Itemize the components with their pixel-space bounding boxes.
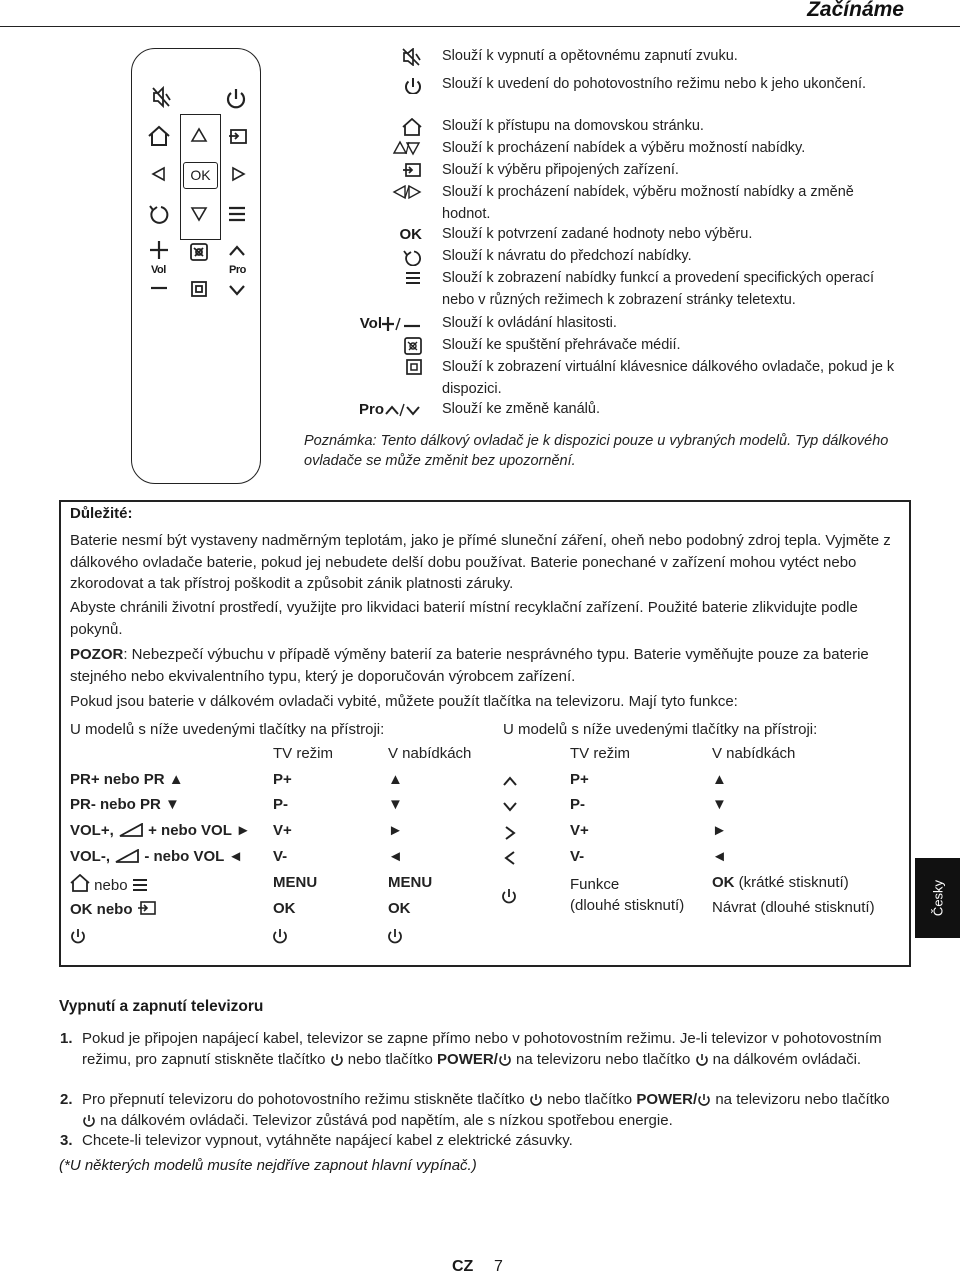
keyboard-icon bbox=[406, 359, 422, 375]
left-row-6-menu: OK bbox=[388, 900, 411, 917]
remote-back-icon bbox=[150, 206, 167, 223]
legend-description: Slouží ke změně kanálů. bbox=[442, 401, 600, 417]
legend-description: Slouží k ovládání hlasitosti. bbox=[442, 315, 617, 331]
power-icon bbox=[72, 929, 84, 942]
menu-icon bbox=[132, 878, 148, 892]
legend-description: Slouží k vypnutí a opětovnému zapnutí zvuku. bbox=[442, 48, 738, 64]
remote-note: Poznámka: Tento dálkový ovladač je k dispozici pouze u vybraných modelů. Typ dálkového ovladače se může změnit bez upozornění. bbox=[304, 433, 889, 469]
chevron-right-icon bbox=[506, 827, 514, 839]
footer-page-number: 7 bbox=[494, 1258, 503, 1275]
remote-pro-label: Pro bbox=[229, 264, 246, 276]
menu-icon bbox=[404, 270, 422, 286]
power-icon bbox=[330, 1052, 344, 1066]
pro-icon bbox=[359, 401, 422, 418]
remote-power-icon bbox=[228, 89, 244, 107]
legend-symbol-label: OK bbox=[399, 226, 422, 243]
left-row-2-menu: ▼ bbox=[388, 796, 403, 813]
left-row-3-menu: ► bbox=[388, 822, 403, 839]
right-row-2-menu: ▼ bbox=[712, 796, 727, 813]
volume-wedge-icon bbox=[114, 849, 140, 863]
right-arrow-icons bbox=[500, 772, 522, 872]
important-paragraph-3 bbox=[70, 644, 900, 687]
right-row-3-menu: ► bbox=[712, 822, 727, 839]
right-row-1-menu: ▲ bbox=[712, 771, 727, 788]
power-icon bbox=[274, 929, 286, 942]
remote-left-icon bbox=[153, 168, 164, 180]
left-row-5-menu: MENU bbox=[388, 874, 433, 891]
legend-description: Slouží k výběru připojených zařízení. bbox=[442, 162, 679, 178]
important-paragraph-4: Pokud jsou baterie v dálkovém ovladači vybité, můžete použít tlačítka na televizoru. Mají tyto funkce: bbox=[70, 693, 738, 710]
power-icon bbox=[389, 929, 401, 942]
left-row-1-key: PR+ nebo PR ▲ bbox=[70, 771, 184, 788]
left-row-5-tv: MENU bbox=[273, 874, 318, 891]
ok-text bbox=[400, 226, 423, 243]
mute-icon bbox=[402, 48, 422, 66]
left-row-6-tv: OK bbox=[273, 900, 296, 917]
left-row-4-key: VOL-, - nebo VOL ◄ bbox=[70, 848, 244, 865]
right-row-2-tv: P- bbox=[570, 796, 585, 813]
caution-label: POZOR bbox=[70, 646, 124, 663]
legend-description: Slouží k zobrazení virtuální klávesnice dálkového ovladače, pokud je k dispozici. bbox=[442, 359, 895, 397]
up-down-icon bbox=[392, 140, 422, 156]
home-icon bbox=[402, 118, 422, 136]
remote-vol-label: Vol bbox=[151, 264, 166, 276]
right-col-tv: TV režim bbox=[570, 745, 630, 762]
power-icon bbox=[82, 1113, 96, 1127]
remote-ch-down-icon bbox=[230, 286, 244, 294]
left-table-heading: U modelů s níže uvedenými tlačítky na přístroji: bbox=[70, 721, 385, 738]
right-row-4-tv: V- bbox=[570, 848, 585, 865]
legend-description: Slouží k procházení nabídek, výběru možností nabídky a změně hodnot. bbox=[442, 184, 854, 222]
left-row-3-tv: V+ bbox=[273, 822, 292, 839]
left-row-4-tv: V- bbox=[273, 848, 288, 865]
remote-up-icon bbox=[192, 129, 206, 141]
legend-symbol-label: Pro bbox=[358, 401, 384, 418]
left-col-menu: V nabídkách bbox=[388, 745, 472, 762]
important-title: Důležité: bbox=[70, 505, 133, 522]
power-icon bbox=[404, 76, 422, 94]
legend-description: Slouží k uvedení do pohotovostního režimu nebo k jeho ukončení. bbox=[442, 76, 867, 92]
left-row-1-menu: ▲ bbox=[388, 771, 403, 788]
power-icon bbox=[695, 1052, 709, 1066]
back-icon bbox=[402, 248, 422, 266]
power-section-title: Vypnutí a zapnutí televizoru bbox=[59, 998, 264, 1015]
power-footnote: (*U některých modelů musíte nejdříve zapnout hlavní vypínač.) bbox=[59, 1157, 477, 1174]
language-tab: Česky bbox=[915, 858, 960, 938]
remote-buttons bbox=[131, 48, 261, 348]
remote-media-icon bbox=[191, 244, 207, 260]
legend-description: Slouží k návratu do předchozí nabídky. bbox=[442, 248, 692, 264]
chevron-up-icon bbox=[504, 778, 516, 785]
left-row-7-power-icons bbox=[70, 927, 430, 945]
right-func-tv-1: Funkce bbox=[570, 876, 620, 893]
left-row-3-key: VOL+, + nebo VOL ► bbox=[70, 822, 251, 839]
remote-right-icon bbox=[233, 168, 244, 180]
volume-wedge-icon bbox=[118, 823, 144, 837]
left-row-2-key: PR- nebo PR ▼ bbox=[70, 796, 180, 813]
left-right-icon bbox=[392, 184, 422, 200]
remote-vol-plus-icon bbox=[150, 241, 168, 259]
left-row-4-menu: ◄ bbox=[388, 848, 403, 865]
media-icon bbox=[404, 337, 422, 355]
left-row-5-key: nebo bbox=[70, 874, 148, 894]
right-func-tv-2: (dlouhé stisknutí) bbox=[570, 897, 685, 914]
right-func-menu-1: OK (krátké stisknutí) bbox=[712, 874, 849, 891]
power-icon bbox=[697, 1092, 711, 1106]
remote-ch-up-icon bbox=[230, 247, 244, 255]
remote-ok-button: OK bbox=[183, 162, 218, 189]
right-row-3-tv: V+ bbox=[570, 822, 589, 839]
caution-text: : Nebezpečí výbuchu v případě výměny baterií za baterie nesprávného typu. Baterie vyměňujte pouze za baterie stejného nebo ekvivalentního typu, který je doporučován výrobcem zařízení. bbox=[70, 646, 869, 685]
legend-description: Slouží k potvrzení zadané hodnoty nebo výběru. bbox=[442, 226, 753, 242]
left-row-2-tv: P- bbox=[273, 796, 288, 813]
remote-mute-icon bbox=[153, 88, 170, 106]
power-icon bbox=[498, 1052, 512, 1066]
page-section-title: Začínáme bbox=[807, 0, 904, 21]
legend-symbol-label: Vol bbox=[359, 315, 382, 332]
right-func-menu-2: Návrat (dlouhé stisknutí) bbox=[712, 899, 875, 916]
left-row-6-key: OK nebo bbox=[70, 900, 157, 918]
remote-keyboard-icon bbox=[192, 282, 206, 296]
chevron-down-icon bbox=[504, 803, 516, 810]
left-col-tv: TV režim bbox=[273, 745, 333, 762]
right-col-menu: V nabídkách bbox=[712, 745, 796, 762]
right-row-1-tv: P+ bbox=[570, 771, 589, 788]
vol-icon bbox=[360, 315, 422, 332]
power-icon bbox=[529, 1092, 543, 1106]
legend-description: Slouží ke spuštění přehrávače médií. bbox=[442, 337, 681, 353]
remote-home-icon bbox=[149, 127, 169, 145]
remote-menu-icon bbox=[229, 208, 245, 220]
header-rule bbox=[0, 26, 960, 27]
input-icon bbox=[402, 162, 422, 178]
left-row-1-tv: P+ bbox=[273, 771, 292, 788]
home-icon bbox=[70, 874, 90, 892]
remote-down-icon bbox=[192, 208, 206, 220]
footer-lang: CZ bbox=[452, 1258, 474, 1275]
important-paragraph-2: Abyste chránili životní prostředí, využijte pro likvidaci baterií místní recyklační zařízení. Použité baterie zlikvidujte podle pokynů. bbox=[70, 599, 858, 638]
important-paragraph-1: Baterie nesmí být vystaveny nadměrným teplotám, jako je přímé sluneční záření, oheň nebo podobný zdroj tepla. Vyjměte z dálkového ovladače baterie, pokud jej nebudete delší dobu používat. Baterie ponechané v zařízení mohou vytéct nebo zkorodovat a tak přístroj poškodit a způsobit zánik platnosti záruky. bbox=[70, 532, 891, 592]
right-row-4-menu: ◄ bbox=[712, 848, 727, 865]
legend-description: Slouží k zobrazení nabídky funkcí a provedení specifických operací nebo v různých režimech k zobrazení stránky teletextu. bbox=[442, 270, 875, 308]
remote-input-icon bbox=[229, 130, 246, 143]
legend-description: Slouží k procházení nabídek a výběru možností nabídky. bbox=[442, 140, 806, 156]
input-icon bbox=[137, 900, 157, 916]
legend-description: Slouží k přístupu na domovskou stránku. bbox=[442, 118, 704, 134]
chevron-left-icon bbox=[506, 852, 514, 864]
right-table-heading: U modelů s níže uvedenými tlačítky na přístroji: bbox=[503, 721, 818, 738]
power-icon bbox=[500, 886, 520, 906]
